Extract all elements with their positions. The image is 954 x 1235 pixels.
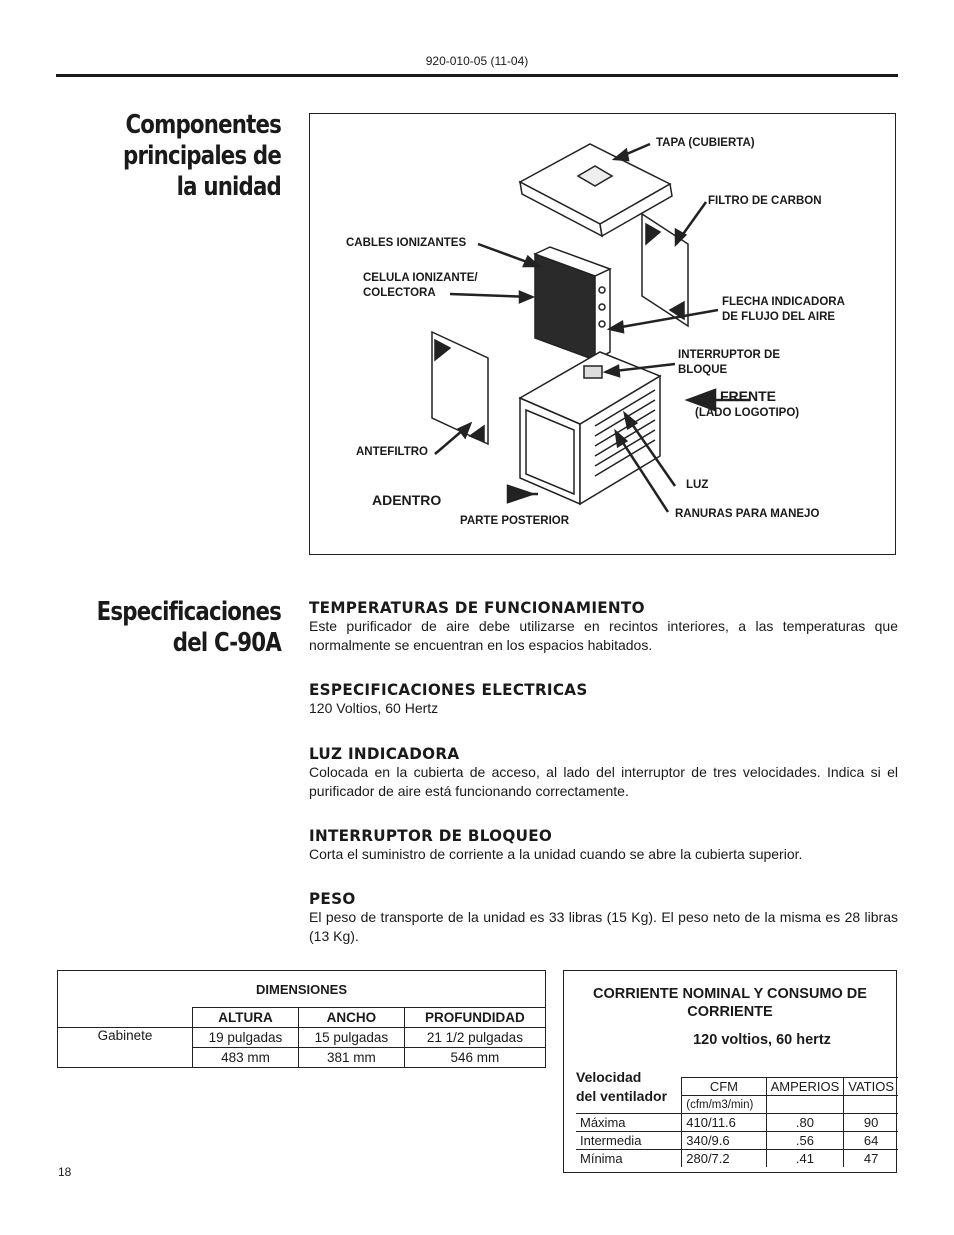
power-subtitle: 120 voltios, 60 hertz xyxy=(693,1032,831,1048)
spec-heading: ESPECIFICACIONES ELECTRICAS xyxy=(309,680,588,699)
table-row xyxy=(58,1028,546,1048)
spec-heading: INTERRUPTOR DE BLOQUEO xyxy=(309,826,553,845)
spec-weight xyxy=(309,889,898,946)
spec-text: Colocada en la cubierta de acceso, al lado del interruptor de tres velocidades. Indica si el purificador de aire está funcionando correctamente. xyxy=(309,764,898,799)
column-header: PROFUNDIDAD xyxy=(404,1008,545,1028)
label-logo-side: (LADO LOGOTIPO) xyxy=(695,407,800,419)
table-cell: 15 pulgadas xyxy=(298,1028,404,1048)
table-cell: 90 xyxy=(844,1114,898,1132)
title-line: Especificaciones xyxy=(96,597,281,627)
label-rear: PARTE POSTERIOR xyxy=(460,515,570,527)
title-line: CORRIENTE NOMINAL Y CONSUMO DE xyxy=(593,986,867,1002)
table-cell: 546 mm xyxy=(404,1048,545,1068)
table-cell: 19 pulgadas xyxy=(193,1028,299,1048)
table-cell: 340/9.6 xyxy=(682,1132,766,1150)
row-label: Gabinete xyxy=(58,1028,193,1068)
title-line: principales de xyxy=(123,141,281,171)
table-cell: Máxima xyxy=(576,1114,682,1132)
spec-interlock-switch xyxy=(309,826,898,864)
components-title xyxy=(84,110,281,203)
title-line: CORRIENTE xyxy=(687,1004,773,1020)
column-subheader: (cfm/m3/min) xyxy=(682,1096,766,1114)
label-line: Velocidad xyxy=(576,1069,642,1085)
label-line: INTERRUPTOR DE xyxy=(678,349,781,361)
spec-electrical xyxy=(309,680,898,718)
label-line: BLOQUE xyxy=(678,364,728,376)
spec-heading: LUZ INDICADORA xyxy=(309,744,460,763)
label-airflow-arrow xyxy=(722,295,845,325)
column-header: CFM xyxy=(682,1078,766,1096)
label-line: del ventilador xyxy=(576,1088,668,1104)
table-cell: .80 xyxy=(766,1114,844,1132)
label-inside: ADENTRO xyxy=(372,492,442,508)
title-line: Componentes xyxy=(125,110,281,140)
exploded-diagram xyxy=(309,113,896,555)
spec-text: Corta el suministro de corriente a la unidad cuando se abre la cubierta superior. xyxy=(309,846,803,862)
table-cell: 381 mm xyxy=(298,1048,404,1068)
dimensions-title: DIMENSIONES xyxy=(58,971,546,1008)
label-line: DE FLUJO DEL AIRE xyxy=(722,311,836,323)
spec-operating-temperature xyxy=(309,598,898,655)
spec-text: El peso de transporte de la unidad es 33 libras (15 Kg). El peso neto de la misma es 28 libras (13 Kg). xyxy=(309,909,898,944)
table-cell: 64 xyxy=(844,1132,898,1150)
label-pre-filter: ANTEFILTRO xyxy=(356,446,428,458)
label-line: COLECTORA xyxy=(363,287,436,299)
spec-heading: PESO xyxy=(309,889,356,908)
title-line: la unidad xyxy=(176,172,281,202)
label-lid: TAPA (CUBIERTA) xyxy=(656,137,755,149)
dimensions-table xyxy=(57,970,546,1068)
column-header: ALTURA xyxy=(193,1008,299,1028)
label-light: LUZ xyxy=(686,479,709,491)
title-line: del C-90A xyxy=(172,628,281,658)
table-cell: Intermedia xyxy=(576,1132,682,1150)
unit-illustration xyxy=(310,114,895,554)
table-cell: .56 xyxy=(766,1132,844,1150)
table-cell: 280/7.2 xyxy=(682,1150,766,1168)
power-table xyxy=(576,1077,898,1167)
label-handling-slots: RANURAS PARA MANEJO xyxy=(675,508,820,520)
page-number: 18 xyxy=(58,1165,72,1179)
document-number: 920-010-05 (11-04) xyxy=(425,54,529,68)
column-header: ANCHO xyxy=(298,1008,404,1028)
label-interlock-switch xyxy=(678,348,780,378)
column-header: VATIOS xyxy=(844,1078,898,1096)
label-ionizing-cell xyxy=(363,271,478,301)
spec-heading: TEMPERATURAS DE FUNCIONAMIENTO xyxy=(309,598,645,617)
switch-block xyxy=(584,366,602,378)
label-front: FRENTE xyxy=(720,388,776,404)
table-cell: 483 mm xyxy=(193,1048,299,1068)
power-title xyxy=(564,985,896,1021)
table-cell: 47 xyxy=(844,1150,898,1168)
specifications-title xyxy=(68,597,281,659)
table-row xyxy=(576,1150,898,1168)
table-row xyxy=(576,1114,898,1132)
label-carbon-filter: FILTRO DE CARBON xyxy=(708,195,822,207)
table-cell: .41 xyxy=(766,1150,844,1168)
table-cell: 410/11.6 xyxy=(682,1114,766,1132)
table-row xyxy=(576,1132,898,1150)
power-consumption-box xyxy=(563,970,897,1173)
spec-text: 120 Voltios, 60 Hertz xyxy=(309,700,439,716)
empty-cell xyxy=(58,1008,193,1028)
spec-text: Este purificador de aire debe utilizarse en recintos interiores, a las temperaturas que normalmente se encuentran en los espacios habitados. xyxy=(309,618,898,653)
header-rule xyxy=(56,74,898,77)
label-ionizing-cables: CABLES IONIZANTES xyxy=(346,237,467,249)
table-cell: 21 1/2 pulgadas xyxy=(404,1028,545,1048)
column-header: AMPERIOS xyxy=(766,1078,844,1096)
table-cell: Mínima xyxy=(576,1150,682,1168)
label-line: FLECHA INDICADORA xyxy=(722,296,845,308)
label-line: CELULA IONIZANTE/ xyxy=(363,272,478,284)
spec-indicator-light xyxy=(309,744,898,801)
